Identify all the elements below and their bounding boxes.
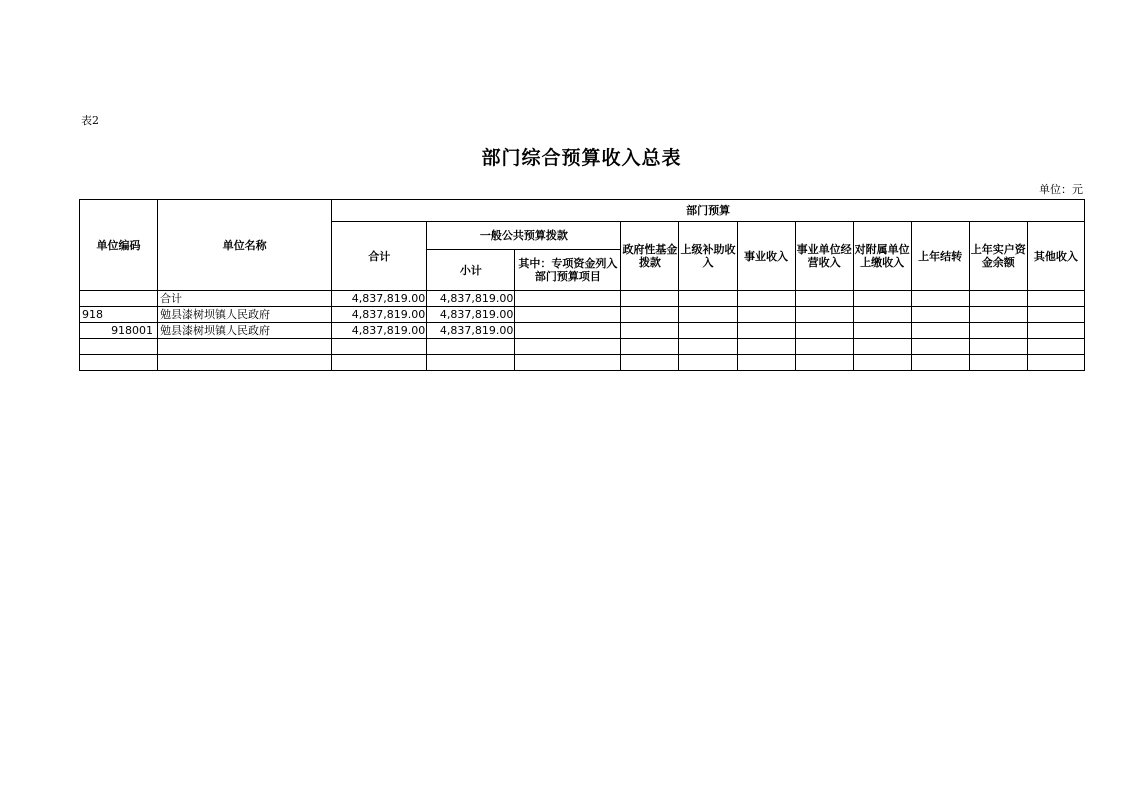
table-row (80, 323, 1085, 339)
cell-empty (679, 323, 737, 339)
cell-subtotal: 4,837,819.00 (427, 307, 515, 323)
cell-empty (737, 339, 795, 355)
cell-empty (795, 323, 853, 339)
cell-empty (969, 355, 1027, 371)
cell-empty (1027, 291, 1084, 307)
cell-empty (158, 339, 332, 355)
cell-empty (853, 291, 911, 307)
table-number-label: 表2 (81, 114, 99, 127)
cell-subtotal: 4,837,819.00 (427, 323, 515, 339)
header-unit-code: 单位编码 (80, 200, 158, 291)
cell-empty (911, 291, 969, 307)
cell-empty (911, 323, 969, 339)
cell-empty (1027, 307, 1084, 323)
cell-empty (795, 291, 853, 307)
header-subtotal: 小计 (427, 250, 515, 291)
cell-empty (679, 355, 737, 371)
header-unit-name: 单位名称 (158, 200, 332, 291)
table-body (80, 291, 1085, 371)
cell-empty (515, 291, 621, 307)
header-special-funds: 其中：专项资金列入部门预算项目 (515, 250, 621, 291)
cell-name: 合计 (158, 291, 332, 307)
cell-empty (332, 355, 427, 371)
cell-empty (621, 323, 679, 339)
cell-empty (795, 355, 853, 371)
table-header (80, 200, 1085, 291)
header-affiliated-unit: 对附属单位上缴收入 (853, 222, 911, 291)
cell-empty (621, 307, 679, 323)
cell-empty (679, 291, 737, 307)
cell-empty (737, 291, 795, 307)
cell-empty (1027, 323, 1084, 339)
budget-income-table (79, 199, 1085, 371)
cell-empty (621, 291, 679, 307)
cell-empty (621, 339, 679, 355)
header-prev-year-carryover: 上年结转 (911, 222, 969, 291)
cell-code: 918001 (80, 323, 158, 339)
header-prev-year-account-balance: 上年实户资金余额 (969, 222, 1027, 291)
unit-label: 单位：元 (1039, 183, 1083, 196)
cell-empty (737, 323, 795, 339)
cell-empty (332, 339, 427, 355)
table-row (80, 291, 1085, 307)
cell-empty (795, 307, 853, 323)
cell-total: 4,837,819.00 (332, 323, 427, 339)
cell-total: 4,837,819.00 (332, 291, 427, 307)
page-title: 部门综合预算收入总表 (481, 147, 682, 169)
header-gov-fund: 政府性基金拨款 (621, 222, 679, 291)
cell-total: 4,837,819.00 (332, 307, 427, 323)
cell-empty (969, 323, 1027, 339)
cell-empty (853, 355, 911, 371)
cell-empty (80, 355, 158, 371)
cell-empty (621, 355, 679, 371)
cell-empty (80, 339, 158, 355)
cell-empty (911, 355, 969, 371)
cell-code: 918 (80, 307, 158, 323)
cell-empty (158, 355, 332, 371)
cell-empty (427, 355, 515, 371)
cell-name: 勉县漆树坝镇人民政府 (158, 307, 332, 323)
cell-empty (427, 339, 515, 355)
cell-empty (795, 339, 853, 355)
cell-empty (679, 307, 737, 323)
table-row-empty (80, 355, 1085, 371)
cell-empty (515, 339, 621, 355)
cell-empty (853, 323, 911, 339)
header-business-income: 事业收入 (737, 222, 795, 291)
header-business-unit-operating: 事业单位经营收入 (795, 222, 853, 291)
header-upper-subsidy: 上级补助收入 (679, 222, 737, 291)
cell-empty (515, 323, 621, 339)
cell-empty (911, 339, 969, 355)
cell-empty (679, 339, 737, 355)
table-row-empty (80, 339, 1085, 355)
cell-empty (1027, 339, 1084, 355)
cell-empty (969, 307, 1027, 323)
cell-empty (737, 355, 795, 371)
cell-empty (737, 307, 795, 323)
cell-empty (853, 339, 911, 355)
cell-empty (515, 355, 621, 371)
header-general-public-budget: 一般公共预算拨款 (427, 222, 621, 250)
cell-name: 勉县漆树坝镇人民政府 (158, 323, 332, 339)
cell-code (80, 291, 158, 307)
header-total: 合计 (332, 222, 427, 291)
header-dept-budget: 部门预算 (332, 200, 1085, 222)
cell-empty (853, 307, 911, 323)
table-row (80, 307, 1085, 323)
cell-subtotal: 4,837,819.00 (427, 291, 515, 307)
cell-empty (515, 307, 621, 323)
cell-empty (911, 307, 969, 323)
cell-empty (969, 339, 1027, 355)
header-other-income: 其他收入 (1027, 222, 1084, 291)
cell-empty (1027, 355, 1084, 371)
cell-empty (969, 291, 1027, 307)
